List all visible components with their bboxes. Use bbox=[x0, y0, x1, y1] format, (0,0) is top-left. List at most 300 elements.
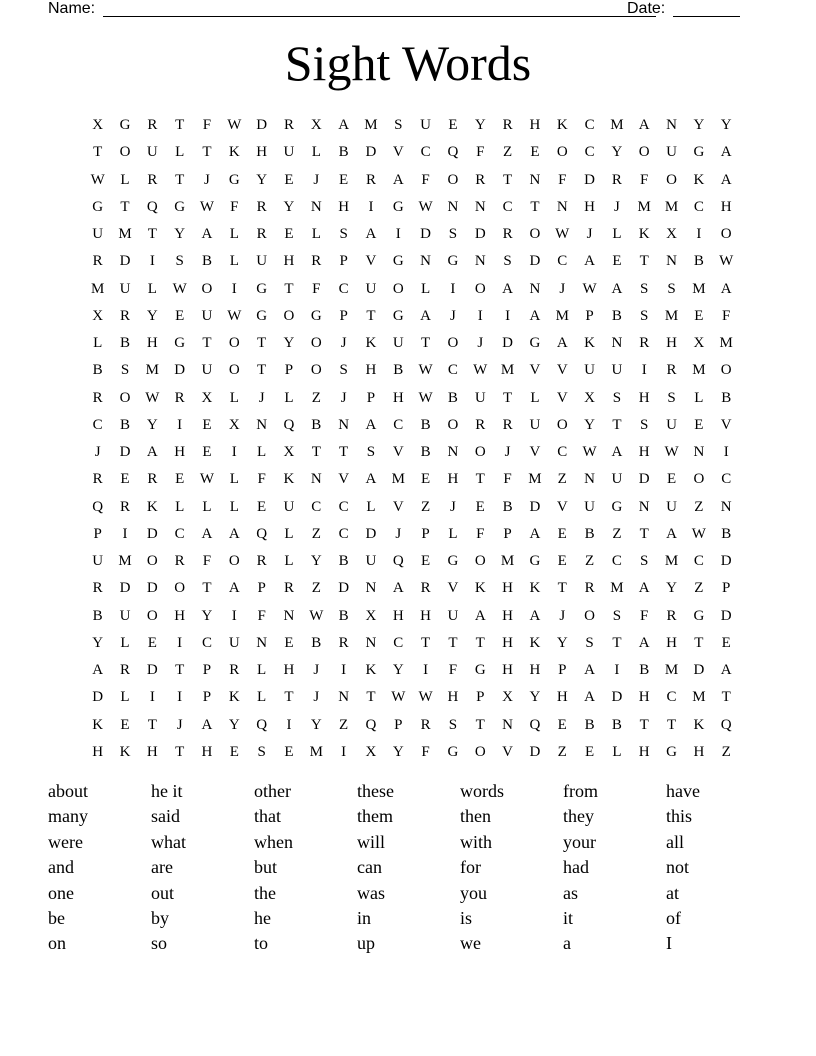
grid-letter: E bbox=[557, 553, 567, 570]
grid-letter: H bbox=[666, 335, 677, 352]
word-list-item: and bbox=[48, 857, 74, 878]
grid-letter: R bbox=[174, 553, 185, 570]
grid-letter: F bbox=[476, 144, 485, 161]
grid-letter: C bbox=[92, 416, 103, 433]
grid-letter: O bbox=[693, 471, 705, 488]
grid-row bbox=[84, 712, 740, 739]
grid-letter: E bbox=[175, 307, 185, 324]
grid-letter: U bbox=[256, 253, 268, 270]
grid-letter: L bbox=[284, 389, 294, 406]
grid-letter: J bbox=[559, 607, 566, 624]
grid-letter: G bbox=[392, 307, 404, 324]
grid-letter: F bbox=[257, 607, 266, 624]
grid-letter: M bbox=[90, 280, 105, 297]
grid-letter: F bbox=[558, 171, 567, 188]
grid-letter: A bbox=[584, 689, 595, 706]
grid-letter: M bbox=[719, 335, 733, 352]
grid-letter: P bbox=[722, 580, 731, 597]
word-list-item: this bbox=[666, 806, 693, 827]
grid-letter: D bbox=[146, 580, 158, 597]
grid-letter: K bbox=[283, 471, 295, 488]
word-list-item: in bbox=[357, 907, 372, 928]
grid-letter: H bbox=[638, 689, 650, 706]
grid-letter: D bbox=[365, 525, 377, 542]
grid-letter: Z bbox=[339, 716, 349, 733]
word-list-item: one bbox=[48, 882, 74, 903]
grid-letter: O bbox=[666, 171, 677, 188]
grid-letter: E bbox=[530, 144, 540, 161]
header bbox=[48, 0, 740, 20]
grid-letter: T bbox=[339, 444, 349, 461]
grid-letter: Y bbox=[174, 226, 186, 243]
grid-letter: U bbox=[611, 471, 623, 488]
grid-letter: J bbox=[450, 498, 456, 515]
grid-letter: O bbox=[447, 416, 459, 433]
grid-letter: G bbox=[228, 171, 240, 188]
grid-letter: V bbox=[392, 498, 404, 515]
grid-letter: A bbox=[720, 280, 732, 297]
grid-letter: S bbox=[612, 389, 622, 406]
word-list-item: are bbox=[151, 857, 173, 878]
grid-letter: L bbox=[120, 689, 130, 706]
grid-letter: H bbox=[584, 198, 595, 215]
grid-letter: Y bbox=[283, 335, 295, 352]
grid-row bbox=[84, 276, 740, 303]
word-list-item: so bbox=[151, 933, 168, 954]
grid-letter: S bbox=[585, 634, 594, 651]
grid-letter: Y bbox=[146, 307, 158, 324]
grid-letter: J bbox=[477, 335, 484, 352]
grid-letter: A bbox=[201, 716, 213, 733]
word-list-item: be bbox=[48, 907, 65, 928]
grid-letter: L bbox=[694, 389, 704, 406]
word-list-item: we bbox=[460, 933, 481, 954]
grid-letter: R bbox=[256, 553, 267, 570]
grid-letter: I bbox=[177, 634, 183, 651]
grid-letter: M bbox=[528, 471, 542, 488]
grid-letter: C bbox=[557, 444, 568, 461]
grid-letter: H bbox=[283, 662, 295, 679]
grid-letter: G bbox=[392, 253, 404, 270]
grid-letter: T bbox=[202, 335, 212, 352]
grid-letter: E bbox=[175, 471, 185, 488]
grid-letter: B bbox=[502, 498, 513, 515]
grid-letter: A bbox=[611, 444, 623, 461]
grid-letter: H bbox=[146, 335, 158, 352]
grid-letter: P bbox=[585, 307, 594, 324]
grid-letter: L bbox=[311, 226, 321, 243]
grid-letter: R bbox=[174, 389, 185, 406]
grid-letter: H bbox=[502, 662, 513, 679]
grid-letter: B bbox=[584, 716, 595, 733]
grid-letter: K bbox=[228, 144, 240, 161]
grid-letter: O bbox=[584, 607, 595, 624]
grid-letter: H bbox=[447, 689, 459, 706]
grid-row bbox=[84, 303, 740, 330]
grid-letter: S bbox=[448, 226, 458, 243]
grid-letter: W bbox=[582, 280, 597, 297]
grid-letter: U bbox=[228, 634, 240, 651]
grid-letter: P bbox=[558, 662, 567, 679]
grid-letter: Q bbox=[392, 553, 404, 570]
grid-letter: H bbox=[529, 662, 541, 679]
grid-letter: J bbox=[559, 280, 566, 297]
word-list-item: for bbox=[460, 857, 481, 878]
grid-letter: V bbox=[720, 416, 732, 433]
grid-letter: T bbox=[311, 444, 321, 461]
grid-letter: B bbox=[92, 607, 103, 624]
grid-letter: P bbox=[476, 689, 485, 706]
grid-letter: Y bbox=[392, 662, 404, 679]
grid-letter: G bbox=[92, 198, 104, 215]
grid-letter: Z bbox=[612, 525, 622, 542]
grid-letter: G bbox=[611, 498, 623, 515]
grid-letter: R bbox=[338, 634, 349, 651]
grid-letter: R bbox=[119, 662, 130, 679]
grid-letter: U bbox=[201, 307, 213, 324]
grid-letter: B bbox=[338, 553, 349, 570]
grid-letter: B bbox=[338, 144, 349, 161]
grid-row bbox=[84, 630, 740, 657]
grid-letter: M bbox=[664, 553, 679, 570]
grid-letter: R bbox=[311, 253, 322, 270]
grid-letter: L bbox=[612, 226, 622, 243]
grid-letter: A bbox=[420, 307, 432, 324]
grid-letter: E bbox=[612, 253, 622, 270]
grid-letter: W bbox=[418, 362, 433, 379]
grid-letter: R bbox=[147, 171, 158, 188]
grid-letter: T bbox=[612, 634, 622, 651]
grid-letter: L bbox=[257, 444, 267, 461]
grid-letter: D bbox=[529, 743, 541, 760]
grid-letter: N bbox=[584, 471, 595, 488]
grid-letter: M bbox=[610, 117, 624, 134]
grid-letter: D bbox=[92, 689, 104, 706]
grid-letter: U bbox=[666, 144, 677, 161]
grid-letter: A bbox=[638, 580, 650, 597]
grid-letter: Q bbox=[146, 198, 158, 215]
grid-letter: I bbox=[368, 198, 374, 215]
word-list-item: out bbox=[151, 882, 175, 903]
date-line[interactable] bbox=[673, 16, 740, 17]
grid-letter: Q bbox=[256, 525, 268, 542]
grid-letter: O bbox=[638, 144, 650, 161]
grid-letter: X bbox=[228, 416, 240, 433]
grid-letter: C bbox=[311, 498, 322, 515]
grid-letter: E bbox=[284, 743, 294, 760]
grid-letter: A bbox=[474, 607, 486, 624]
grid-letter: K bbox=[529, 580, 541, 597]
grid-letter: I bbox=[231, 444, 237, 461]
grid-letter: H bbox=[502, 607, 513, 624]
grid-letter: F bbox=[503, 471, 512, 488]
grid-letter: O bbox=[720, 362, 732, 379]
grid-letter: T bbox=[475, 634, 485, 651]
grid-letter: T bbox=[175, 171, 185, 188]
grid-letter: U bbox=[92, 553, 104, 570]
grid-letter: F bbox=[640, 171, 649, 188]
grid-letter: B bbox=[119, 416, 130, 433]
grid-letter: T bbox=[612, 416, 622, 433]
grid-letter: N bbox=[666, 117, 677, 134]
grid-letter: S bbox=[175, 253, 184, 270]
grid-letter: Q bbox=[256, 716, 268, 733]
grid-letter: E bbox=[475, 498, 485, 515]
grid-letter: R bbox=[92, 580, 103, 597]
grid-letter: B bbox=[201, 253, 212, 270]
grid-letter: K bbox=[146, 498, 158, 515]
grid-row bbox=[84, 330, 740, 357]
grid-letter: Y bbox=[310, 553, 322, 570]
grid-letter: S bbox=[667, 389, 676, 406]
grid-letter: H bbox=[201, 743, 213, 760]
grid-letter: K bbox=[638, 226, 650, 243]
grid-letter: Q bbox=[720, 716, 732, 733]
grid-letter: O bbox=[119, 144, 131, 161]
grid-letter: T bbox=[475, 471, 485, 488]
grid-letter: L bbox=[530, 389, 540, 406]
grid-letter: G bbox=[693, 607, 705, 624]
grid-letter: Y bbox=[228, 716, 240, 733]
grid-letter: N bbox=[283, 607, 295, 624]
grid-letter: L bbox=[366, 498, 376, 515]
word-list-item: all bbox=[666, 831, 684, 852]
grid-letter: H bbox=[174, 444, 186, 461]
grid-letter: H bbox=[146, 743, 158, 760]
grid-letter: J bbox=[504, 444, 511, 461]
grid-letter: U bbox=[365, 280, 377, 297]
word-list-item: will bbox=[357, 831, 386, 852]
grid-letter: H bbox=[92, 743, 104, 760]
grid-letter: O bbox=[529, 226, 541, 243]
grid-letter: G bbox=[693, 144, 705, 161]
grid-letter: S bbox=[640, 280, 649, 297]
grid-letter: L bbox=[175, 498, 185, 515]
grid-row bbox=[84, 412, 740, 439]
grid-letter: R bbox=[420, 716, 431, 733]
grid-letter: W bbox=[391, 689, 406, 706]
grid-row bbox=[84, 439, 740, 466]
word-list-item: your bbox=[563, 831, 596, 852]
grid-letter: V bbox=[529, 362, 541, 379]
grid-letter: M bbox=[664, 198, 679, 215]
grid-letter: G bbox=[447, 253, 459, 270]
grid-letter: B bbox=[420, 444, 431, 461]
grid-letter: D bbox=[420, 226, 432, 243]
word-list-item: but bbox=[254, 857, 278, 878]
grid-letter: U bbox=[529, 416, 541, 433]
grid-letter: U bbox=[392, 335, 404, 352]
grid-letter: L bbox=[284, 553, 294, 570]
grid-letter: H bbox=[502, 580, 513, 597]
grid-letter: T bbox=[366, 689, 376, 706]
grid-letter: Q bbox=[447, 144, 459, 161]
grid-letter: E bbox=[202, 416, 212, 433]
grid-letter: Q bbox=[529, 716, 541, 733]
grid-letter: B bbox=[92, 362, 103, 379]
grid-letter: K bbox=[693, 716, 705, 733]
grid-letter: H bbox=[283, 253, 295, 270]
grid-letter: Y bbox=[310, 716, 322, 733]
grid-letter: N bbox=[420, 253, 432, 270]
grid-letter: O bbox=[556, 416, 568, 433]
grid-letter: H bbox=[529, 117, 541, 134]
date-label: Date: bbox=[627, 0, 666, 17]
grid-letter: L bbox=[448, 525, 458, 542]
grid-letter: N bbox=[447, 198, 459, 215]
grid-letter: I bbox=[177, 689, 183, 706]
grid-letter: T bbox=[202, 144, 212, 161]
grid-letter: D bbox=[174, 362, 186, 379]
grid-letter: F bbox=[421, 171, 430, 188]
grid-row bbox=[84, 194, 740, 221]
grid-letter: P bbox=[284, 362, 294, 379]
grid-letter: T bbox=[257, 362, 267, 379]
grid-letter: U bbox=[611, 362, 623, 379]
grid-letter: B bbox=[693, 253, 704, 270]
grid-letter: T bbox=[175, 117, 185, 134]
grid-letter: L bbox=[229, 389, 239, 406]
grid-letter: C bbox=[338, 498, 349, 515]
word-list-item: he bbox=[254, 907, 271, 928]
grid-letter: A bbox=[201, 226, 213, 243]
grid-letter: M bbox=[145, 362, 159, 379]
grid-row bbox=[84, 112, 740, 139]
grid-letter: E bbox=[584, 743, 595, 760]
page-title: Sight Words bbox=[284, 35, 532, 91]
grid-letter: G bbox=[447, 553, 459, 570]
grid-letter: T bbox=[557, 580, 567, 597]
word-list-item: have bbox=[666, 781, 700, 801]
grid-letter: Q bbox=[92, 498, 104, 515]
grid-letter: R bbox=[92, 471, 103, 488]
grid-letter: S bbox=[120, 362, 130, 379]
grid-letter: S bbox=[366, 444, 376, 461]
grid-letter: A bbox=[720, 144, 732, 161]
grid-letter: I bbox=[614, 662, 620, 679]
grid-letter: O bbox=[474, 553, 486, 570]
grid-letter: C bbox=[557, 253, 568, 270]
grid-letter: G bbox=[447, 743, 459, 760]
word-list-item: with bbox=[460, 831, 493, 852]
grid-letter: H bbox=[502, 634, 513, 651]
grid-letter: H bbox=[638, 743, 650, 760]
word-list-item: then bbox=[460, 806, 491, 827]
grid-letter: C bbox=[584, 117, 595, 134]
grid-letter: A bbox=[584, 662, 595, 679]
grid-letter: W bbox=[664, 444, 679, 461]
grid-letter: S bbox=[394, 117, 403, 134]
grid-letter: E bbox=[557, 716, 567, 733]
word-list-item: at bbox=[666, 882, 679, 903]
grid-letter: F bbox=[722, 307, 731, 324]
grid-letter: S bbox=[640, 553, 649, 570]
grid-letter: Y bbox=[693, 117, 705, 134]
grid-letter: D bbox=[365, 144, 377, 161]
word-list-item: other bbox=[254, 781, 291, 801]
grid-letter: U bbox=[119, 280, 131, 297]
word-list-item: when bbox=[254, 831, 293, 852]
grid-letter: T bbox=[202, 580, 212, 597]
grid-row bbox=[84, 575, 740, 602]
grid-letter: A bbox=[529, 607, 541, 624]
grid-row bbox=[84, 521, 740, 548]
grid-letter: T bbox=[530, 198, 540, 215]
word-list-item: I bbox=[666, 933, 672, 954]
grid-letter: E bbox=[666, 471, 677, 488]
grid-letter: X bbox=[310, 117, 322, 134]
grid-letter: X bbox=[584, 389, 595, 406]
grid-letter: Z bbox=[694, 498, 704, 515]
grid-letter: S bbox=[257, 743, 266, 760]
word-list-item: a bbox=[563, 933, 571, 954]
grid-letter: R bbox=[502, 226, 513, 243]
grid-letter: A bbox=[720, 662, 732, 679]
grid-letter: N bbox=[638, 498, 650, 515]
grid-letter: S bbox=[339, 362, 348, 379]
grid-letter: R bbox=[475, 171, 486, 188]
grid-letter: T bbox=[694, 634, 704, 651]
grid-letter: O bbox=[720, 226, 732, 243]
grid-letter: T bbox=[721, 689, 731, 706]
grid-letter: H bbox=[638, 389, 650, 406]
grid-letter: T bbox=[448, 634, 458, 651]
grid-letter: G bbox=[174, 335, 186, 352]
grid-letter: K bbox=[228, 689, 240, 706]
grid-letter: W bbox=[691, 525, 706, 542]
grid-letter: R bbox=[502, 416, 513, 433]
word-list-item: not bbox=[666, 857, 690, 878]
grid-letter: V bbox=[556, 389, 568, 406]
grid-letter: C bbox=[420, 144, 431, 161]
grid-letter: B bbox=[338, 607, 349, 624]
grid-letter: F bbox=[202, 117, 212, 134]
grid-letter: E bbox=[284, 226, 294, 243]
grid-letter: N bbox=[720, 498, 732, 515]
grid-letter: E bbox=[557, 525, 567, 542]
grid-letter: A bbox=[611, 280, 623, 297]
grid-letter: K bbox=[119, 743, 131, 760]
grid-letter: I bbox=[395, 226, 401, 243]
grid-letter: A bbox=[392, 171, 404, 188]
grid-letter: Q bbox=[283, 416, 295, 433]
grid-letter: D bbox=[338, 580, 350, 597]
grid-letter: Y bbox=[283, 198, 295, 215]
grid-letter: I bbox=[341, 662, 347, 679]
grid-letter: Z bbox=[721, 743, 731, 760]
grid-row bbox=[84, 221, 740, 248]
grid-row bbox=[84, 684, 740, 711]
grid-letter: M bbox=[500, 553, 515, 570]
grid-letter: R bbox=[502, 117, 513, 134]
grid-letter: R bbox=[420, 580, 431, 597]
grid-letter: X bbox=[92, 117, 104, 134]
grid-letter: L bbox=[229, 226, 239, 243]
grid-letter: C bbox=[338, 280, 349, 297]
grid-letter: W bbox=[582, 444, 597, 461]
grid-letter: B bbox=[721, 389, 732, 406]
grid-letter: D bbox=[529, 498, 541, 515]
grid-letter: G bbox=[310, 307, 322, 324]
grid-letter: N bbox=[474, 253, 486, 270]
grid-letter: S bbox=[503, 253, 512, 270]
grid-letter: I bbox=[177, 416, 183, 433]
grid-letter: D bbox=[502, 335, 513, 352]
grid-letter: A bbox=[720, 171, 732, 188]
name-line[interactable] bbox=[103, 16, 656, 17]
grid-letter: G bbox=[256, 280, 268, 297]
grid-letter: O bbox=[228, 362, 240, 379]
